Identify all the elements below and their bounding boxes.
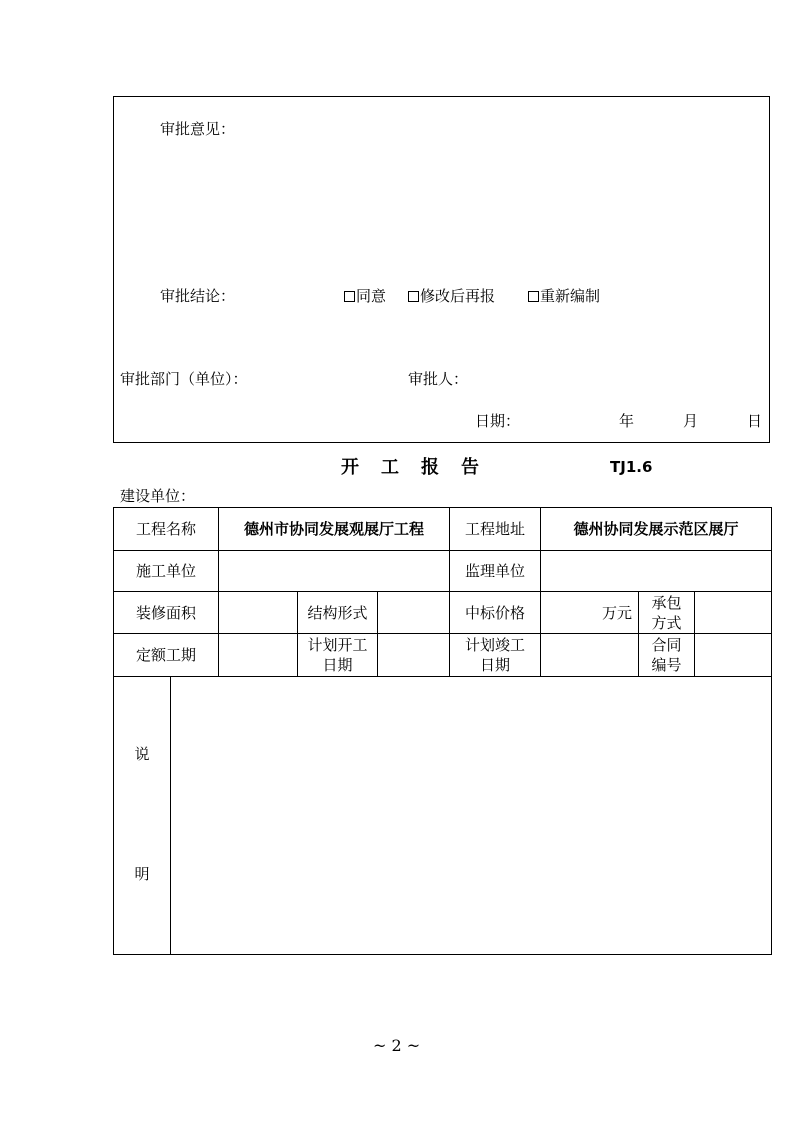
- project-name-value: 德州市协同发展观展厅工程: [219, 508, 450, 551]
- page-number: ~ 2 ~: [373, 1036, 421, 1055]
- approver-label: 审批人：: [408, 370, 469, 388]
- approval-date-label: 日期：: [475, 412, 521, 430]
- plan-start-label: [298, 634, 378, 677]
- contract-mode-label-line2: 方式: [651, 613, 682, 632]
- area-label: 装修面积: [114, 592, 219, 634]
- report-title: 开工报告: [341, 457, 501, 478]
- approval-conclusion-label: 审批结论：: [160, 287, 236, 305]
- report-code: TJ1.6: [610, 458, 653, 476]
- approval-department-label: 审批部门（单位）：: [120, 370, 248, 388]
- option-recompile[interactable]: [528, 285, 600, 306]
- approval-opinion-label: 审批意见：: [160, 120, 236, 138]
- contract-mode-value[interactable]: [695, 592, 772, 634]
- option-agree-label: 同意: [356, 287, 387, 305]
- date-day: 日: [747, 412, 763, 430]
- plan-finish-label-line2: 日期: [480, 656, 511, 674]
- contract-mode-label-line1: 承包: [651, 593, 682, 612]
- supervisor-label: 监理单位: [450, 551, 541, 592]
- note-label-char1: 说: [134, 745, 150, 763]
- bid-price-unit: 万元: [541, 592, 639, 634]
- plan-finish-label-line1: 计划竣工: [465, 636, 526, 654]
- contract-no-value[interactable]: [695, 634, 772, 677]
- date-month: 月: [683, 412, 699, 430]
- quota-period-label: 定额工期: [114, 634, 219, 677]
- bid-price-label: 中标价格: [450, 592, 541, 634]
- contractor-value[interactable]: [219, 551, 450, 592]
- approval-box: [113, 96, 770, 443]
- agree-checkbox[interactable]: [344, 291, 355, 302]
- structure-value[interactable]: [378, 592, 450, 634]
- table-row: [114, 677, 772, 955]
- project-address-value: 德州协同发展示范区展厅: [541, 508, 772, 551]
- plan-finish-label: [450, 634, 541, 677]
- quota-period-value[interactable]: [219, 634, 298, 677]
- table-row: [114, 634, 772, 677]
- area-value[interactable]: [219, 592, 298, 634]
- project-name-label: 工程名称: [114, 508, 219, 551]
- note-label: [114, 677, 171, 955]
- plan-start-label-line2: 日期: [322, 656, 353, 674]
- plan-start-value[interactable]: [378, 634, 450, 677]
- option-revise-label: 修改后再报: [420, 287, 496, 305]
- table-row: [114, 508, 772, 551]
- contract-no-label: [639, 634, 695, 677]
- note-content[interactable]: [171, 677, 772, 955]
- revise-checkbox[interactable]: [408, 291, 419, 302]
- contractor-label: 施工单位: [114, 551, 219, 592]
- note-label-char2: 明: [134, 865, 150, 883]
- option-agree[interactable]: [344, 285, 386, 306]
- project-address-label: 工程地址: [450, 508, 541, 551]
- date-year: 年: [619, 412, 635, 430]
- recompile-checkbox[interactable]: [528, 291, 539, 302]
- supervisor-value[interactable]: [541, 551, 772, 592]
- table-row: [114, 551, 772, 592]
- option-revise[interactable]: [408, 285, 495, 306]
- owner-label: 建设单位：: [120, 487, 196, 505]
- plan-start-label-line1: 计划开工: [307, 636, 368, 654]
- report-table: [113, 507, 772, 955]
- option-recompile-label: 重新编制: [540, 287, 601, 305]
- table-row: [114, 592, 772, 634]
- plan-finish-value[interactable]: [541, 634, 639, 677]
- structure-label: 结构形式: [298, 592, 378, 634]
- contract-no-label-line2: 编号: [651, 656, 682, 674]
- contract-no-label-line1: 合同: [651, 636, 682, 654]
- contract-mode-label: [639, 592, 695, 634]
